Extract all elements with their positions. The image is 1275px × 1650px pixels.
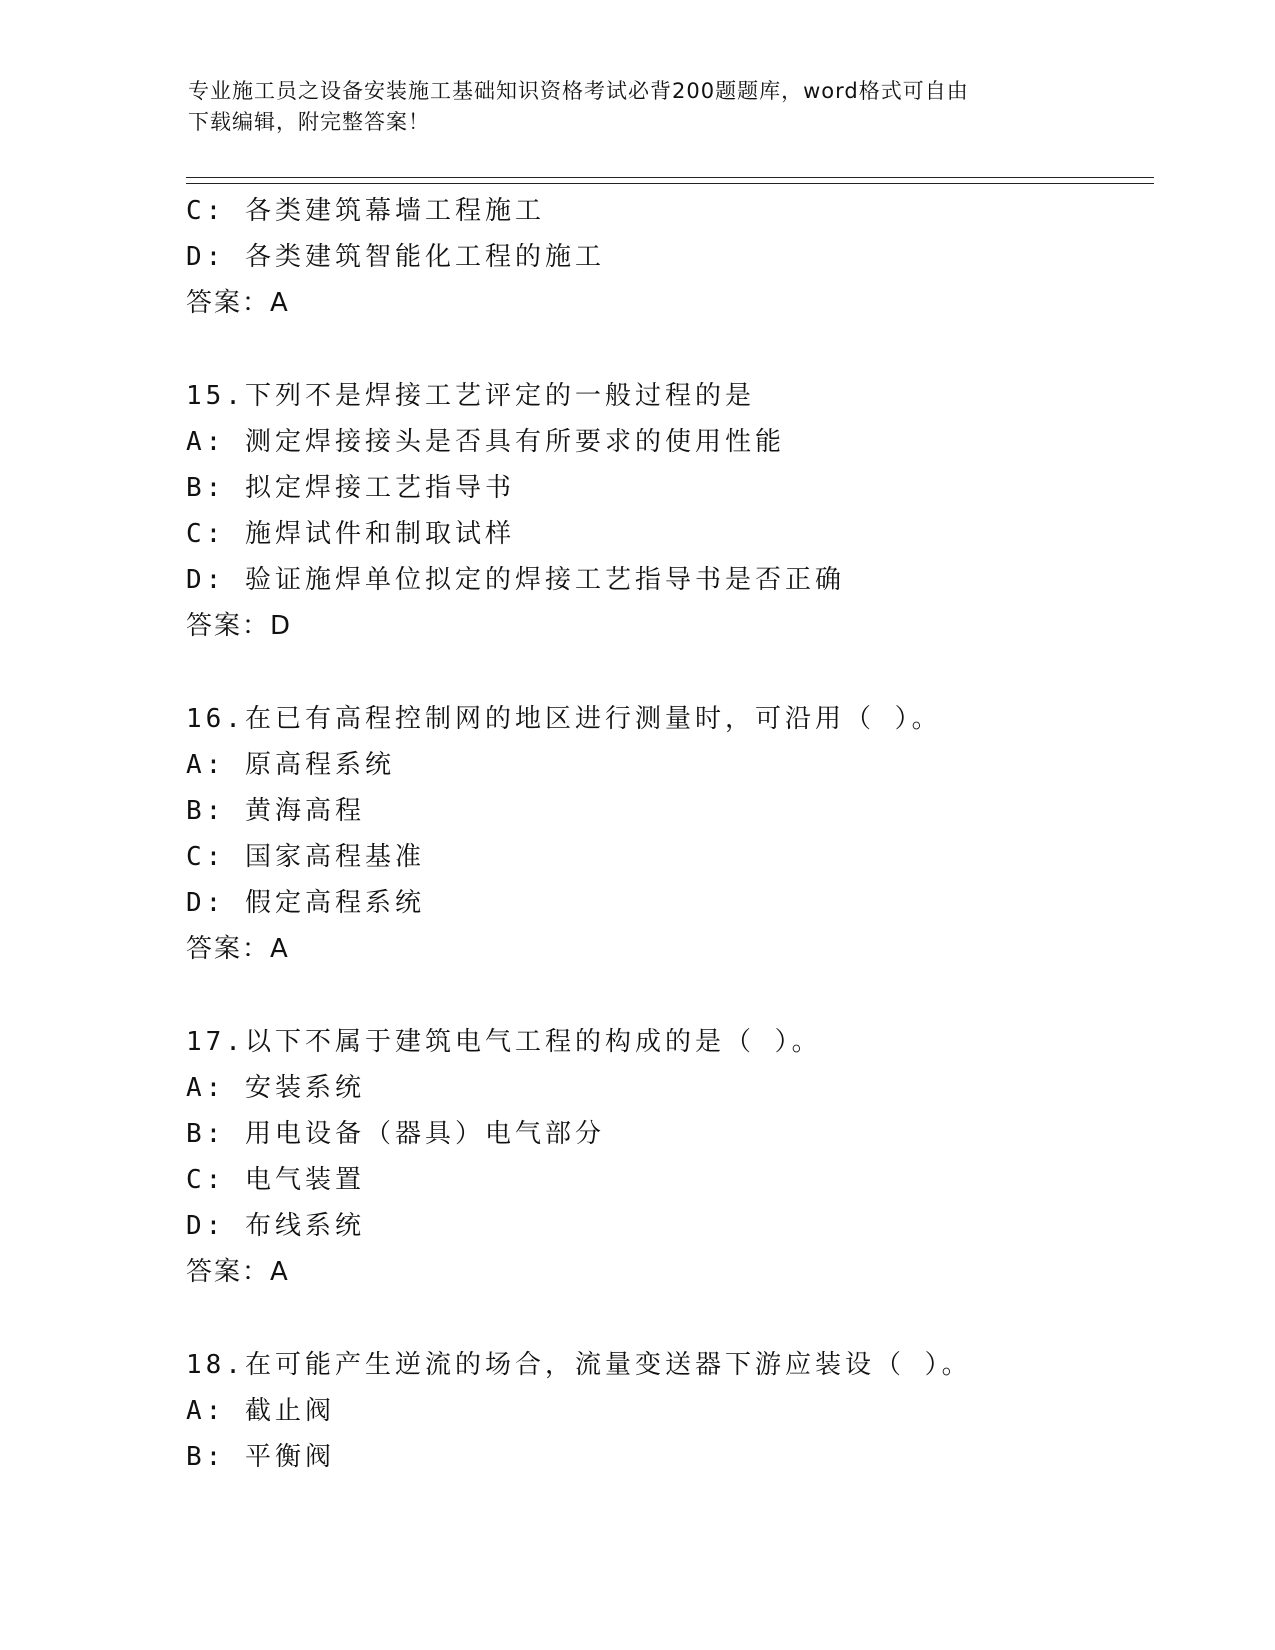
spacer: [186, 326, 1166, 373]
option-b: B: 平衡阀: [186, 1442, 335, 1472]
spacer: [186, 1295, 1166, 1342]
question-stem: 15.下列不是焊接工艺评定的一般过程的是: [186, 381, 755, 411]
question-18: [186, 1342, 1166, 1480]
question-16: [186, 696, 1166, 972]
carryover-question: [186, 188, 1166, 326]
option-c: C: 国家高程基准: [186, 842, 425, 872]
answer-line: 答案：A: [186, 1257, 290, 1287]
option-c: C: 电气装置: [186, 1165, 365, 1195]
question-stem: 16.在已有高程控制网的地区进行测量时，可沿用（ ）。: [186, 704, 942, 734]
option-b: B: 用电设备（器具）电气部分: [186, 1119, 605, 1149]
spacer: [186, 972, 1166, 1019]
spacer: [186, 649, 1166, 696]
option-c: C: 施焊试件和制取试样: [186, 519, 515, 549]
option-a: A: 截止阀: [186, 1396, 335, 1426]
answer-line: 答案：D: [186, 611, 293, 641]
header-title-line-1: 专业施工员之设备安装施工基础知识资格考试必背200题题库，word格式可自由: [188, 79, 969, 103]
option-b: B: 拟定焊接工艺指导书: [186, 473, 515, 503]
question-stem: 18.在可能产生逆流的场合，流量变送器下游应装设（ ）。: [186, 1350, 972, 1380]
option-b: B: 黄海高程: [186, 796, 365, 826]
header-rule-top: [186, 177, 1154, 178]
option-a: A: 安装系统: [186, 1073, 365, 1103]
option-a: A: 测定焊接接头是否具有所要求的使用性能: [186, 427, 785, 457]
question-stem: 17.以下不属于建筑电气工程的构成的是（ ）。: [186, 1027, 822, 1057]
question-list: [186, 188, 1166, 1480]
option-d: D: 各类建筑智能化工程的施工: [186, 242, 605, 272]
answer-line: 答案：A: [186, 288, 290, 318]
option-c: C: 各类建筑幕墙工程施工: [186, 196, 545, 226]
option-d: D: 假定高程系统: [186, 888, 425, 918]
option-d: D: 布线系统: [186, 1211, 365, 1241]
question-17: [186, 1019, 1166, 1295]
question-15: [186, 373, 1166, 649]
header-rule-bottom: [186, 183, 1154, 184]
option-a: A: 原高程系统: [186, 750, 395, 780]
answer-line: 答案：A: [186, 934, 290, 964]
document-header: [188, 76, 1068, 138]
option-d: D: 验证施焊单位拟定的焊接工艺指导书是否正确: [186, 565, 845, 595]
header-title-line-2: 下载编辑，附完整答案！: [188, 110, 430, 134]
